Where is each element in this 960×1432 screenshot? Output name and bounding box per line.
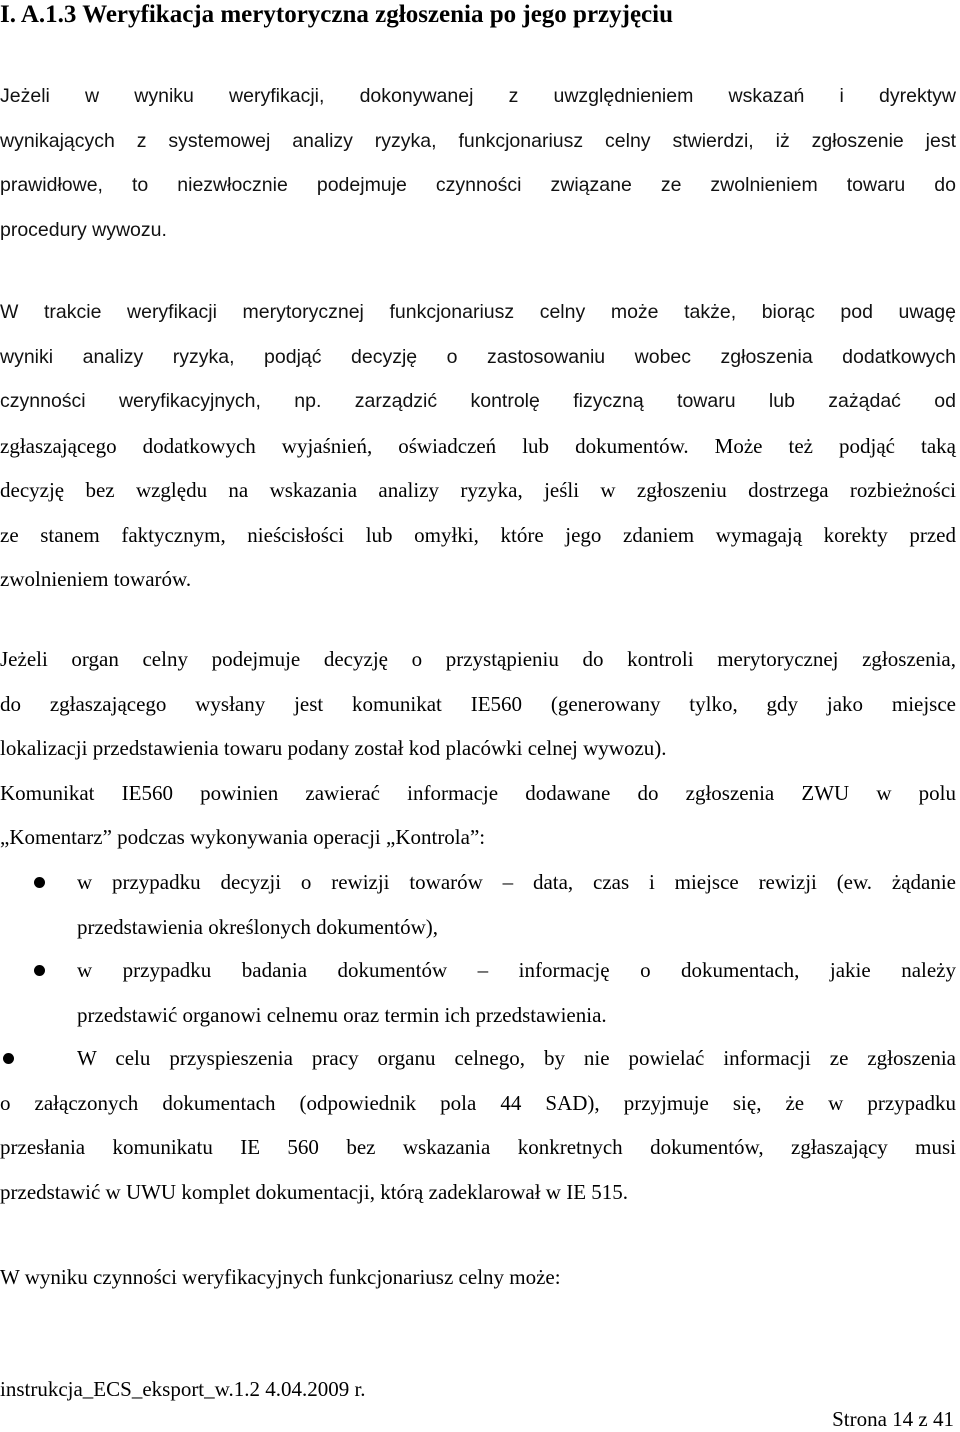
text-line: „Komentarz” podczas wykonywania operacji „Kontrola”: (0, 825, 486, 849)
text-line: przedstawienia określonych dokumentów), (77, 914, 438, 939)
text-line: przedstawić w UWU komplet dokumentacji, którą zadeklarował w IE 515. (0, 1179, 629, 1204)
section-heading: I. A.1.3 Weryfikacja merytoryczna zgłoszenia po jego przyjęciu (0, 1, 673, 28)
text-line: wynikających z systemowej analizy ryzyka, funkcjonariusz celny stwierdzi, iż zgłoszenie jest (0, 129, 956, 152)
text-line: zgłaszającego dodatkowych wyjaśnień, oświadczeń lub dokumentów. Może też podjąć taką (0, 433, 956, 458)
text-line: ze stanem faktycznym, nieścisłości lub omyłki, które jego zdaniem wymagają korekty przed (0, 522, 956, 547)
paragraph-ie560-documents (0, 1036, 956, 1214)
text-line: czynności weryfikacyjnych, np. zarządzić kontrolę fizyczną towaru lub zażądać od (0, 390, 956, 412)
text-line: w przypadku decyzji o rewizji towarów – data, czas i miejsce rewizji (ew. żądanie (77, 870, 956, 894)
text-line: Komunikat IE560 powinien zawierać informacje dodawane do zgłoszenia ZWU w polu (0, 780, 956, 805)
text-line: wyniki analizy ryzyka, podjąć decyzję o zastosowaniu wobec zgłoszenia dodatkowych (0, 345, 956, 368)
bullet-icon (34, 965, 45, 976)
text-line: Jeżeli w wyniku weryfikacji, dokonywanej z uwzględnieniem wskazań i dyrektyw (0, 85, 956, 107)
text-line: w przypadku badania dokumentów – informację o dokumentach, jakie należy (77, 958, 956, 982)
paragraph-outcome-intro (0, 1255, 956, 1300)
text-line: W trakcie weryfikacji merytorycznej funkcjonariusz celny może także, biorąc pod uwagę (0, 301, 956, 323)
text-line: do zgłaszającego wysłany jest komunikat IE560 (generowany tylko, gdy jako miejsce (0, 691, 956, 716)
text-line: o załączonych dokumentach (odpowiednik pola 44 SAD), przyjmuje się, że w przypadku (0, 1090, 956, 1115)
paragraph-verification-result (0, 74, 956, 252)
text-line: przedstawić organowi celnemu oraz termin ich przedstawienia. (77, 1002, 607, 1027)
text-line: prawidłowe, to niezwłocznie podejmuje czynności związane ze zwolnieniem towaru do (0, 174, 956, 196)
footer-document-id: instrukcja_ECS_eksport_w.1.2 4.04.2009 r. (0, 1377, 366, 1401)
bullet-text (77, 860, 956, 949)
bullet-icon (34, 877, 45, 888)
text-line: Jeżeli organ celny podejmuje decyzję o przystąpieniu do kontroli merytorycznej zgłoszenia, (0, 647, 956, 671)
paragraph-merit-verification (0, 290, 956, 602)
text-line: decyzję bez względu na wskazania analizy ryzyka, jeśli w zgłoszeniu dostrzega rozbieżności (0, 478, 956, 502)
bullet-text (77, 948, 956, 1037)
text-line: lokalizacji przedstawienia towaru podany został kod placówki celnej wywozu). (0, 736, 667, 760)
footer-page-number: Strona 14 z 41 (832, 1407, 954, 1431)
text-line: przesłania komunikatu IE 560 bez wskazania konkretnych dokumentów, zgłaszający musi (0, 1135, 956, 1159)
text-line: W celu przyspieszenia pracy organu celnego, by nie powielać informacji ze zgłoszenia (77, 1046, 956, 1070)
text-line: procedury wywozu. (0, 218, 167, 241)
text-line: W wyniku czynności weryfikacyjnych funkcjonariusz celny może: (0, 1265, 561, 1289)
text-line: zwolnieniem towarów. (0, 567, 192, 591)
paragraph-control-decision (0, 637, 956, 860)
